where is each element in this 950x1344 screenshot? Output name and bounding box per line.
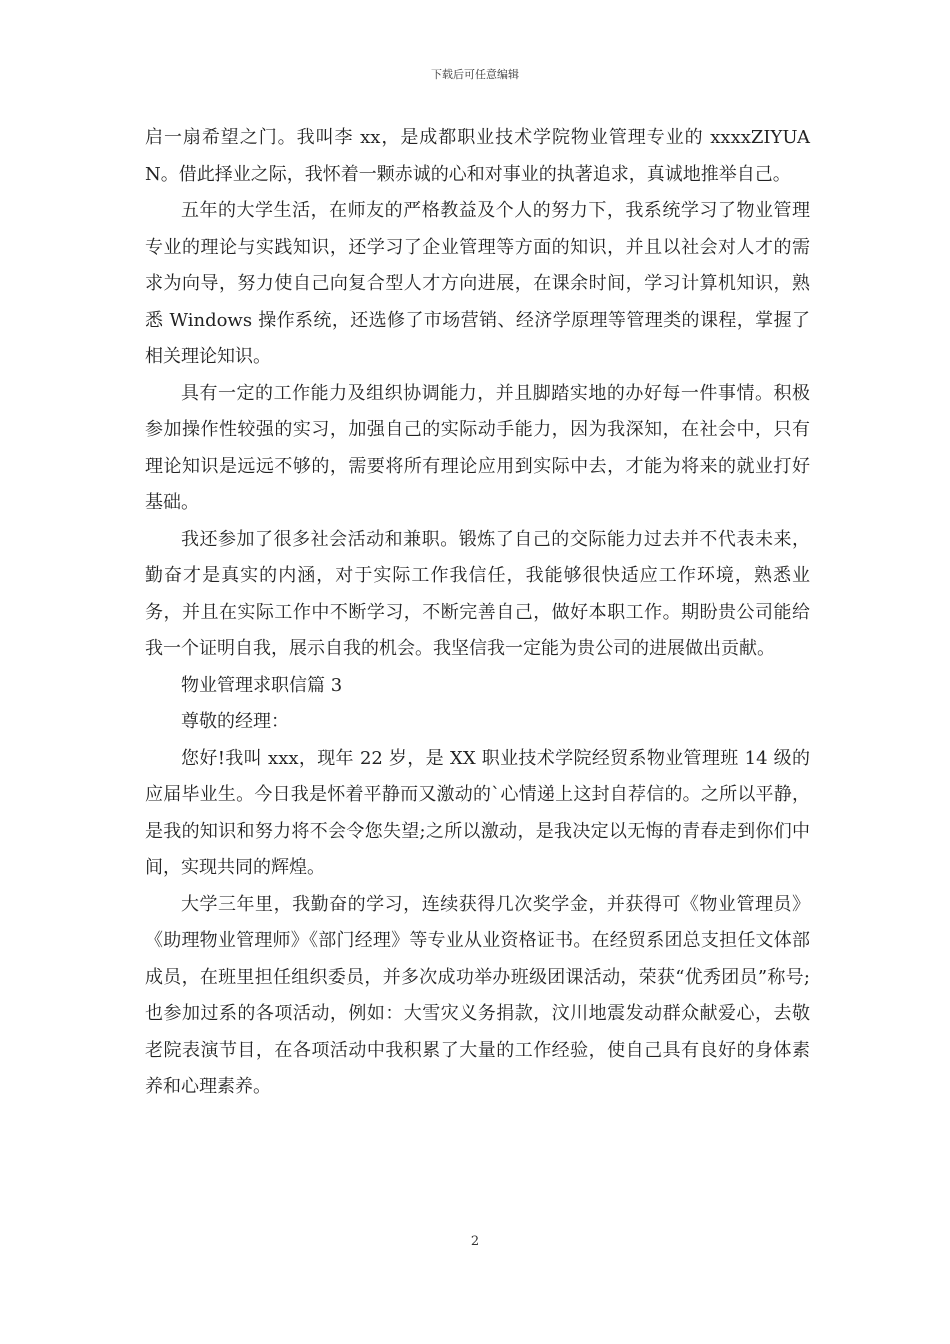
- paragraph-4: 我还参加了很多社会活动和兼职。锻炼了自己的交际能力过去并不代表未来，勤奋才是真实的内涵，对于实际工作我信任，我能够很快适应工作环境，熟悉业务，并且在实际工作中不断学习，不断完善自己，做好本职工作。期盼贵公司能给我一个证明自我，展示自我的机会。我坚信我一定能为贵公司的进展做出贡献。: [145, 528, 810, 659]
- paragraph-5: 您好!我叫 xxx，现年 22 岁，是 XX 职业技术学院经贸系物业管理班 14 级的应届毕业生。今日我是怀着平静而又激动的`心情递上这封自荐信的。之所以平静，是我的知识和努力将不会令您失望;之所以激动，是我决定以无悔的青春走到你们中间，实现共同的辉煌。: [145, 747, 810, 878]
- paragraph-3: 具有一定的工作能力及组织协调能力，并且脚踏实地的办好每一件事情。积极参加操作性较强的实习，加强自己的实际动手能力，因为我深知，在社会中，只有理论知识是远远不够的，需要将所有理论应用到实际中去，才能为将来的就业打好基础。: [145, 382, 810, 513]
- page-header: 下载后可任意编辑: [431, 68, 519, 81]
- paragraph-6: 大学三年里，我勤奋的学习，连续获得几次奖学金，并获得可《物业管理员》《助理物业管理师》《部门经理》等专业从业资格证书。在经贸系团总支担任文体部成员，在班里担任组织委员，并多次成功举办班级团课活动，荣获“优秀团员”称号;也参加过系的各项活动，例如：大雪灾义务捐款，汶川地震发动群众献爱心，去敬老院表演节目，在各项活动中我积累了大量的工作经验，使自己具有良好的身体素养和心理素养。: [145, 893, 810, 1097]
- page-number: 2: [470, 1234, 480, 1249]
- paragraph-1: 启一扇希望之门。我叫李 xx，是成都职业技术学院物业管理专业的 xxxxZIYUAN。借此择业之际，我怀着一颗赤诚的心和对事业的执著追求，真诚地推举自己。: [145, 127, 810, 185]
- section-heading: 物业管理求职信篇 3: [181, 674, 343, 696]
- paragraph-2: 五年的大学生活，在师友的严格教益及个人的努力下，我系统学习了物业管理专业的理论与实践知识，还学习了企业管理等方面的知识，并且以社会对人才的需求为向导，努力使自己向复合型人才方向进展，在课余时间，学习计算机知识，熟悉 Windows 操作系统，还选修了市场营销、经济学原理等管理类的课程，掌握了相关理论知识。: [145, 200, 810, 367]
- document-body: [145, 120, 810, 1106]
- salutation: 尊敬的经理：: [181, 711, 289, 732]
